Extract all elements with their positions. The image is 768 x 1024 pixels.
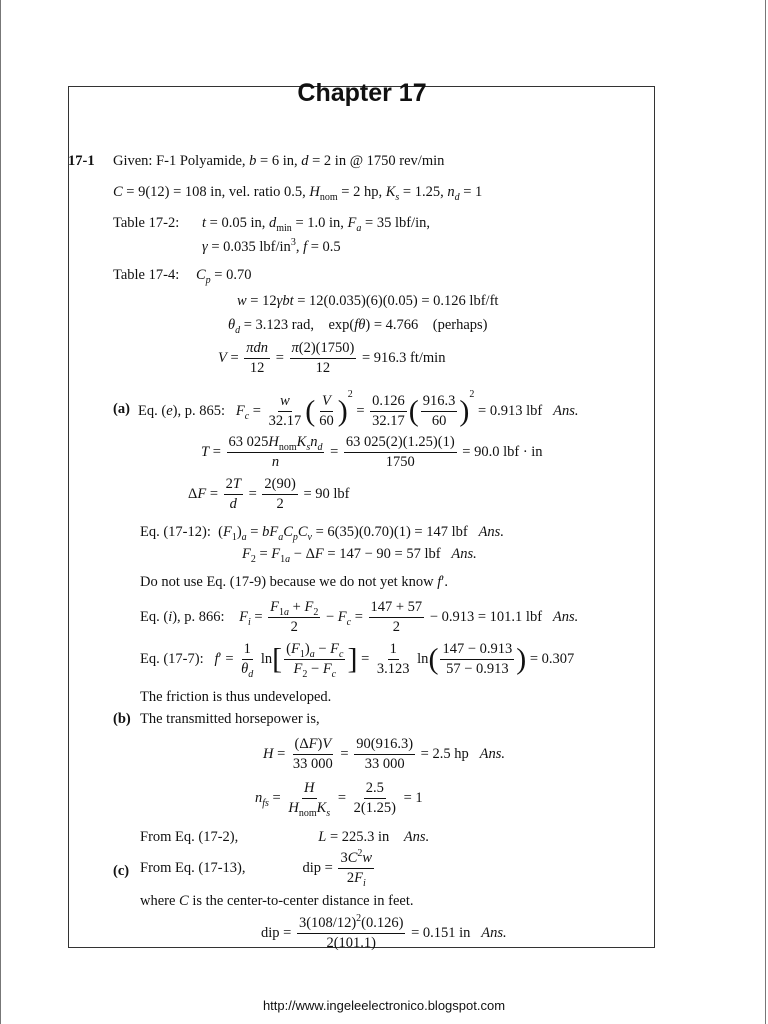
horsepower-equation: H = $\frac{(\Delta F)V}{33 000}$ = $\frac{90(916.3)}{33 000}$ = 2.5 hp Ans. (263, 736, 505, 772)
problem-number: 17-1 (68, 153, 95, 169)
initial-tension-equation: Eq. (i), p. 866: $F_i$ = $\frac{F_{1a} + F_2}{2}$ − $F_c$ = $\frac{147 + 57}{2}$ − 0.913 = 101.1 lbf Ans. (140, 599, 579, 635)
torque-equation: T = $\frac{63 025H_{nom}K_sn_d}{n}$ = $\frac{63 025(2)(1.25)(1)}{1750}$ = 90.0 lbf · in (201, 434, 543, 470)
part-b-intro: The transmitted horsepower is, (140, 711, 320, 727)
weight-equation: w = 12γbt = 12(0.035)(6)(0.05) = 0.126 lbf/ft (237, 293, 499, 309)
theta-equation: $\theta_d = 3.123$ rad, exp(fθ) = 4.766 (perhaps) (228, 317, 488, 336)
friction-coefficient-equation: Eq. (17-7): f′ = $\frac{1}{\theta_d}$ ln[ $\frac{(F_1)_a - F_c}{F_2 - F_c}$ ] = $\frac{1}{3.123}$ ln( $\frac{147 - 0.913}{57 - 0.913}$ ) = 0.307 (140, 641, 575, 680)
part-a-label: (a) (113, 401, 130, 417)
dip-formula: From Eq. (17-13), dip = $\frac{3C^2w}{2F_i}$ (140, 848, 373, 889)
given-line-2: C = 9(12) = 108 in, vel. ratio 0.5, $H_{nom} = 2$ hp, $K_s = 1.25$, $n_d = 1$ (113, 184, 483, 203)
part-c-label: (c) (113, 863, 130, 879)
table-17-2-line-2: γ = 0.035 lbf/$in^3$, f = 0.5 (202, 237, 341, 255)
part-b-label: (b) (113, 711, 131, 727)
f2-equation: $F_2 = F_{1a} - \Delta F = 147 - 90 = 57$ lbf Ans. (242, 546, 477, 565)
delta-f-equation: ΔF = $\frac{2T}{d}$ = $\frac{2(90)}{2}$ = 90 lbf (188, 476, 350, 512)
note-text: Do not use Eq. (17-9) because we do not yet know f′. (140, 574, 449, 590)
length-equation: From Eq. (17-2), L = 225.3 in Ans. (140, 829, 430, 845)
centrifugal-force-equation: Eq. (e), p. 865: $F_c$ = $\frac{w}{32.17}$ ( $\frac{V}{60}$ )$^2$ = $\frac{0.126}{32.17}$ ( $\frac{916.3}{60}$ )$^2$ = 0.913 lbf Ans. (138, 389, 579, 430)
friction-conclusion: The friction is thus undeveloped. (140, 689, 332, 705)
page-edge-left (0, 0, 1, 1024)
dip-where-text: where C is the center-to-center distance in feet. (140, 893, 414, 909)
table-17-4-label: Table 17-4: (113, 267, 180, 283)
dip-value-equation: dip = $\frac{3(108/12)^2(0.126)}{2(101.1)}$ = 0.151 in Ans. (261, 913, 507, 951)
table-17-2-line-1: t = 0.05 in, $d_{min} = 1.0$ in, $F_a = 35$ lbf/in, (202, 215, 430, 234)
safety-factor-equation: $n_{fs}$ = $\frac{H}{H_{nom}K_s}$ = $\frac{2.5}{2(1.25)}$ = 1 (255, 780, 423, 819)
table-17-2-label: Table 17-2: (113, 215, 180, 231)
chapter-title: Chapter 17 (297, 79, 427, 107)
velocity-equation: V = $\frac{\text{πdn}}{12}$ = $\frac{\pi(2)(1750)}{12}$ = 916.3 ft/min (218, 340, 446, 376)
page-edge-right (765, 0, 766, 1024)
given-line-1: Given: F-1 Polyamide, b = 6 in, d = 2 in @ 1750 rev/min (113, 153, 445, 169)
f1a-equation: Eq. (17-12): $(F_1)_a = bF_aC_pC_v = 6(35)(0.70)(1) = 147$ lbf Ans. (140, 524, 504, 543)
footer-url[interactable]: http://www.ingeleelectronico.blogspot.com (262, 998, 506, 1013)
table-17-4-value: $C_p = 0.70$ (196, 267, 252, 286)
